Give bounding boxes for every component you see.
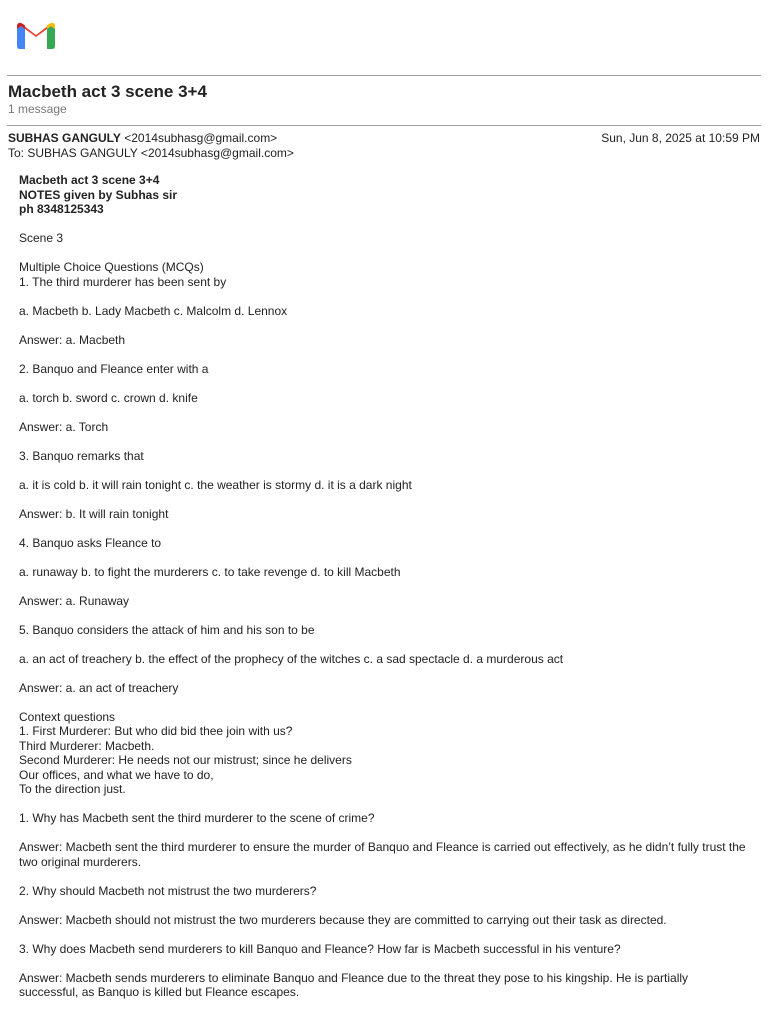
- body-line: Context questions: [19, 709, 116, 724]
- body-line: 1. First Murderer: But who did bid thee join with us?: [19, 724, 293, 738]
- body-paragraph: [19, 420, 749, 435]
- body-paragraph: [19, 304, 749, 319]
- body-paragraph: [19, 478, 749, 493]
- body-paragraph: [19, 971, 749, 1000]
- body-line: Second Murderer: He needs not our mistrust; since he delivers: [19, 753, 352, 767]
- body-paragraph: [19, 231, 749, 246]
- sender-email[interactable]: <2014subhasg@gmail.com>: [124, 131, 278, 145]
- body-line: Answer: b. It will rain tonight: [19, 506, 169, 521]
- body-line: a. runaway b. to fight the murderers c. to take revenge d. to kill Macbeth: [19, 564, 401, 579]
- body-paragraph: [19, 623, 749, 638]
- body-paragraph: [19, 536, 749, 551]
- gmail-logo-icon: [16, 20, 56, 52]
- sender-name: SUBHAS GANGULY: [8, 131, 121, 145]
- body-line: Answer: Macbeth sent the third murderer to ensure the murder of Banquo and Fleance is carried out effectively, as he didn’t fully trust the two original murderers.: [19, 840, 746, 869]
- body-line: Third Murderer: Macbeth.: [19, 738, 155, 753]
- body-paragraph: [19, 942, 749, 957]
- body-line: 2. Banquo and Fleance enter with a: [19, 361, 209, 376]
- body-line: Scene 3: [19, 231, 64, 245]
- body-line: 3. Banquo remarks that: [19, 448, 144, 463]
- body-paragraph: [19, 811, 749, 826]
- body-paragraph: [19, 913, 749, 928]
- body-line: Our offices, and what we have to do,: [19, 767, 214, 782]
- body-line: 1. The third murderer has been sent by: [19, 274, 227, 289]
- body-paragraph: [19, 652, 749, 667]
- recipient-line: To: SUBHAS GANGULY <2014subhasg@gmail.com>: [8, 146, 294, 160]
- email-subject: Macbeth act 3 scene 3+4: [8, 82, 207, 101]
- body-line: Answer: Macbeth sends murderers to eliminate Banquo and Fleance due to the threat they pose to his kingship. He is partially successful, as Banquo is killed but Fleance escapes.: [19, 970, 689, 999]
- body-line: a. it is cold b. it will rain tonight c. the weather is stormy d. it is a dark night: [19, 477, 412, 492]
- body-paragraph: [19, 681, 749, 696]
- body-line: Answer: a. Runaway: [19, 593, 130, 608]
- body-line: To the direction just.: [19, 782, 126, 796]
- body-paragraph: [19, 391, 749, 406]
- body-header-line: ph 8348125343: [19, 202, 104, 216]
- message-count: 1 message: [8, 102, 67, 116]
- body-line: a. torch b. sword c. crown d. knife: [19, 390, 198, 405]
- top-divider: [7, 75, 761, 76]
- body-line: Answer: a. Macbeth: [19, 332, 126, 347]
- body-line: a. Macbeth b. Lady Macbeth c. Malcolm d. Lennox: [19, 303, 288, 318]
- body-paragraph: [19, 710, 749, 797]
- body-line: Answer: a. Torch: [19, 419, 109, 434]
- body-paragraph: [19, 840, 749, 869]
- sender-line: [8, 131, 277, 145]
- body-line: 1. Why has Macbeth sent the third murderer to the scene of crime?: [19, 811, 375, 825]
- body-paragraph: [19, 333, 749, 348]
- email-date: Sun, Jun 8, 2025 at 10:59 PM: [601, 131, 760, 145]
- body-paragraph: [19, 594, 749, 609]
- body-paragraph: [19, 507, 749, 522]
- body-header-line: Macbeth act 3 scene 3+4: [19, 173, 160, 187]
- body-line: Multiple Choice Questions (MCQs): [19, 260, 204, 274]
- body-paragraph: [19, 884, 749, 899]
- body-line: a. an act of treachery b. the effect of the prophecy of the witches c. a sad spectacle d. a murderous act: [19, 651, 564, 666]
- body-line: 2. Why should Macbeth not mistrust the two murderers?: [19, 883, 317, 898]
- body-content: [19, 231, 749, 1000]
- email-body: [19, 173, 749, 1014]
- body-header-line: NOTES given by Subhas sir: [19, 187, 178, 202]
- body-line: Answer: a. an act of treachery: [19, 680, 179, 695]
- body-paragraph: [19, 565, 749, 580]
- body-paragraph: [19, 260, 749, 289]
- header-divider: [7, 125, 761, 126]
- body-header: [19, 173, 749, 217]
- body-line: Answer: Macbeth should not mistrust the two murderers because they are committed to carrying out their task as directed.: [19, 912, 667, 927]
- body-line: 3. Why does Macbeth send murderers to kill Banquo and Fleance? How far is Macbeth successful in his venture?: [19, 941, 621, 956]
- body-line: 5. Banquo considers the attack of him and his son to be: [19, 622, 315, 637]
- body-paragraph: [19, 449, 749, 464]
- body-line: 4. Banquo asks Fleance to: [19, 535, 162, 550]
- body-paragraph: [19, 362, 749, 377]
